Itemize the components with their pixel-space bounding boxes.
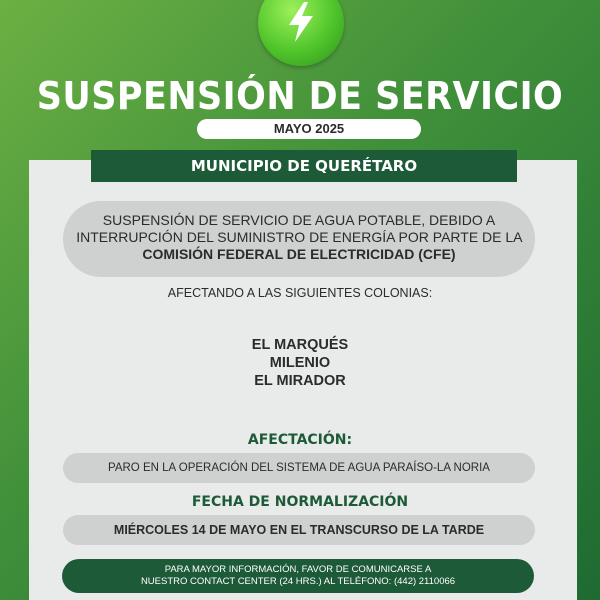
- date-badge: MAYO 2025: [197, 119, 421, 139]
- afectacion-label: AFECTACIÓN:: [247, 432, 353, 448]
- afectacion-value: PARO EN LA OPERACIÓN DEL SISTEMA DE AGUA PARAÍSO-LA NORIA: [63, 453, 535, 483]
- colonia-item: MILENIO: [269, 355, 331, 371]
- colonia-item: EL MIRADOR: [254, 373, 346, 389]
- notice-box: [63, 201, 535, 277]
- lightning-bolt-icon: [258, 0, 344, 66]
- normalizacion-value: MIÉRCOLES 14 DE MAYO EN EL TRANSCURSO DE LA TARDE: [63, 515, 535, 545]
- page-title: SUSPENSIÓN DE SERVICIO: [36, 74, 564, 118]
- affecting-label: AFECTANDO A LAS SIGUIENTES COLONIAS:: [167, 286, 433, 300]
- notice-text-bold: COMISIÓN FEDERAL DE ELECTRICIDAD (CFE): [142, 246, 456, 262]
- normalizacion-label: FECHA DE NORMALIZACIÓN: [191, 494, 409, 510]
- colonia-item: EL MARQUÉS: [251, 337, 349, 353]
- notice-text: SUSPENSIÓN DE SERVICIO DE AGUA POTABLE, DEBIDO A INTERRUPCIÓN DEL SUMINISTRO DE ENERGÍA POR PARTE DE LA: [76, 212, 522, 245]
- footer-line-2: NUESTRO CONTACT CENTER (24 HRS.) AL TELÉFONO: (442) 2110066: [140, 576, 456, 587]
- footer-line-1: PARA MAYOR INFORMACIÓN, FAVOR DE COMUNICARSE A: [164, 564, 432, 575]
- contact-footer: [62, 559, 534, 593]
- colonias-list: [0, 336, 600, 390]
- municipality-banner: MUNICIPIO DE QUERÉTARO: [91, 150, 517, 182]
